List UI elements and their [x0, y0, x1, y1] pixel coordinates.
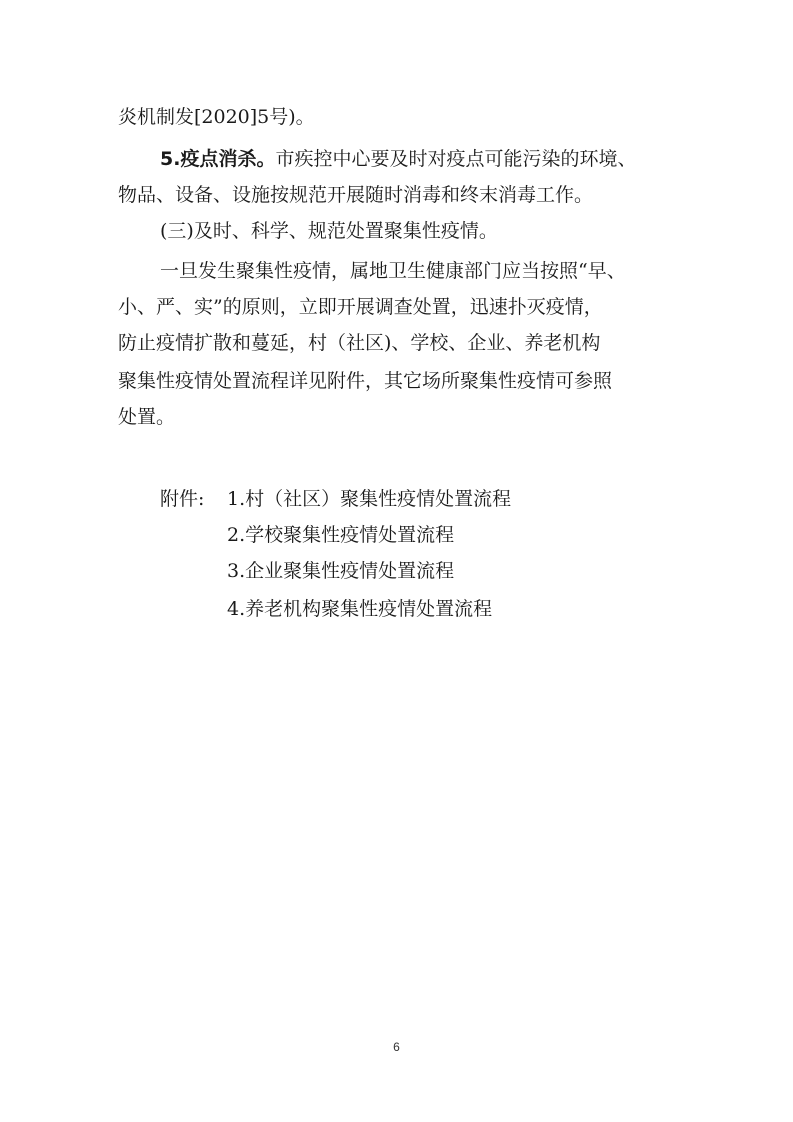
body-line-1: 炎机制发[2020]5号)。	[118, 106, 315, 128]
attachment-item-4: 4.养老机构聚集性疫情处置流程	[227, 598, 493, 620]
section-heading: (三)及时、科学、规范处置聚集性疫情。	[160, 220, 498, 242]
attachment-item-2: 2.学校聚集性疫情处置流程	[227, 524, 455, 546]
item-5-text: 市疾控中心要及时对疫点可能污染的环境、	[275, 148, 637, 170]
attachment-item-3: 3.企业聚集性疫情处置流程	[227, 560, 455, 582]
item-5-line	[160, 150, 636, 169]
body-line-5: 一旦发生聚集性疫情，属地卫生健康部门应当按照“早、	[160, 260, 626, 282]
body-line-8: 聚集性疫情处置流程详见附件，其它场所聚集性疫情可参照	[118, 370, 613, 392]
body-line-7: 防止疫情扩散和蔓延，村（社区)、学校、企业、养老机构	[118, 332, 601, 354]
page-number: 6	[393, 1040, 400, 1054]
body-line-6: 小、严、实”的原则，立即开展调查处置，迅速扑灭疫情，	[118, 296, 603, 318]
body-line-9: 处置。	[118, 406, 176, 428]
item-5-heading: 5.疫点消杀。	[160, 148, 276, 170]
attachments-label: 附件:	[160, 488, 205, 510]
attachment-item-1: 1.村（社区）聚集性疫情处置流程	[227, 488, 512, 510]
body-line-3: 物品、设备、设施按规范开展随时消毒和终末消毒工作。	[118, 184, 594, 206]
